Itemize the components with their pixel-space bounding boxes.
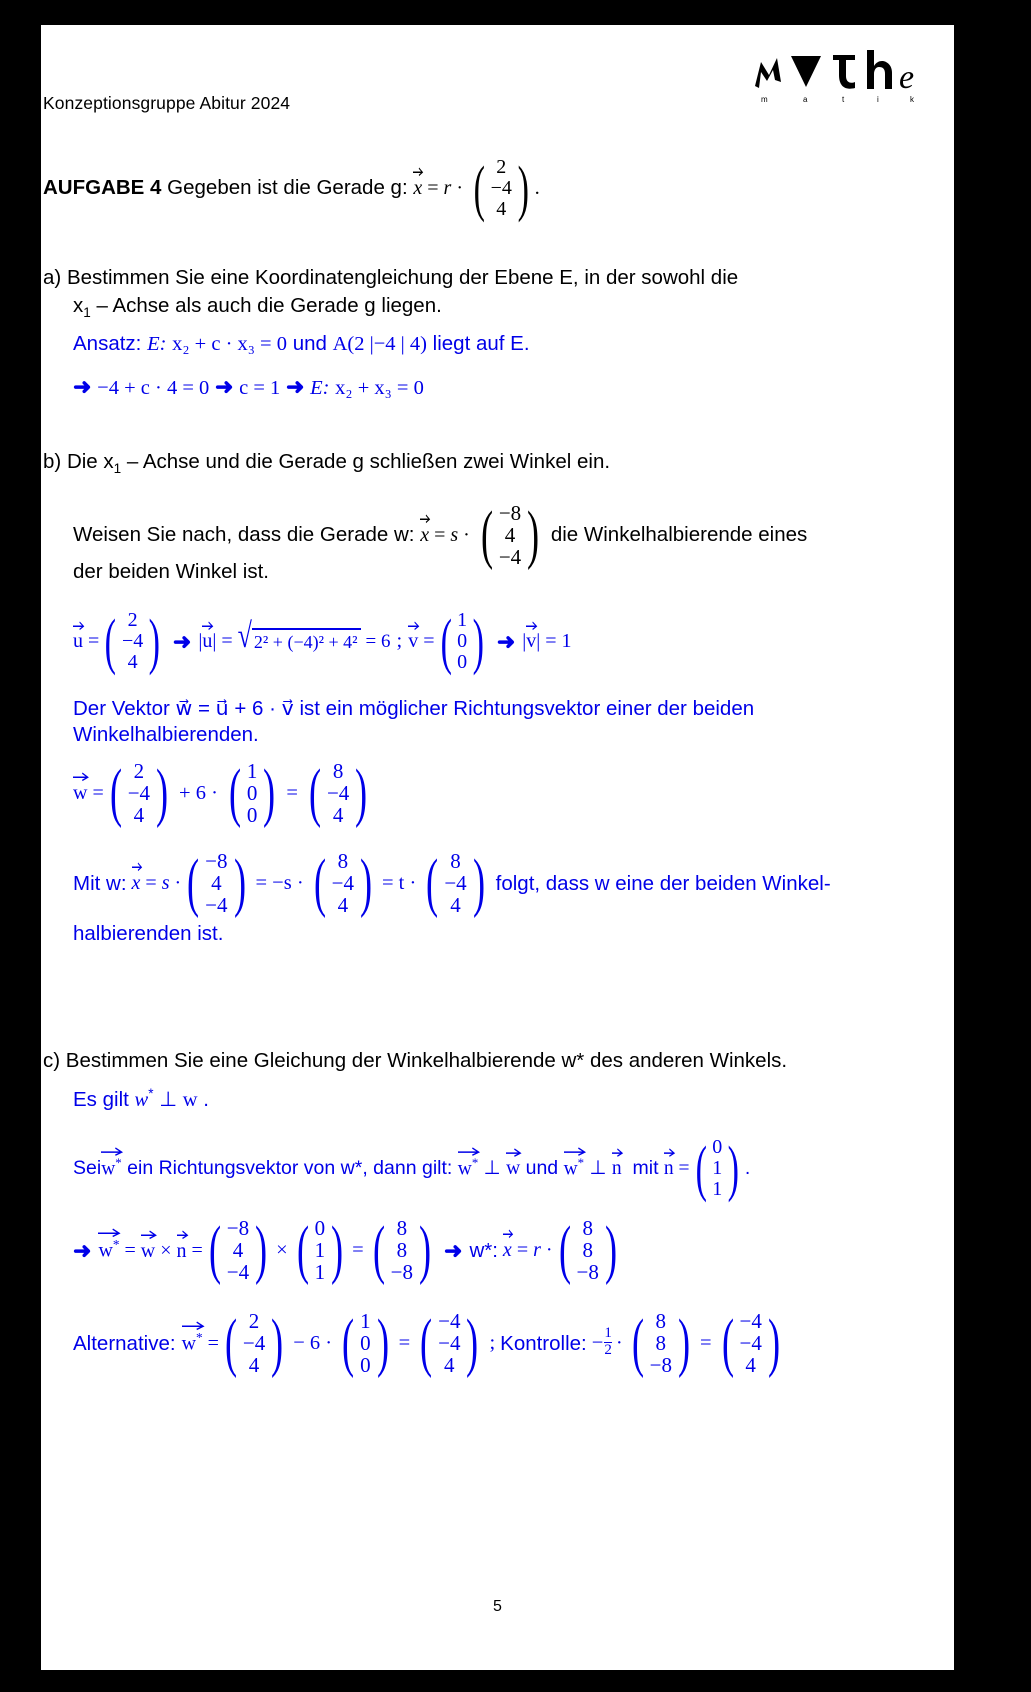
svg-text:i: i: [877, 95, 879, 104]
task-line-equation: x = r ·: [413, 177, 468, 199]
vector-cross-result: ( 8 8 −8 ): [372, 1213, 432, 1287]
vector-w-result: ( 8 −4 4 ): [308, 756, 368, 830]
part-b-solution-row4-tail: halbierenden ist.: [73, 922, 224, 945]
part-b-vector-w: ( −8 4 −4 ): [480, 498, 540, 572]
part-b-line-w-equation: x = s ·: [420, 524, 475, 546]
part-b-solution-row1: u = ( 2 −4 4 ) ➜ | u| = √ 2² + (−4)² + 4² = 6 ; v = ( 1 0 0 ) ➜ | v| = 1: [73, 607, 572, 676]
page-number: 5: [493, 1598, 502, 1615]
vector-alt-a: ( 2 −4 4 ): [224, 1306, 284, 1380]
part-b-solution-text1: Der Vektor w⃗ = u⃗ + 6 · v⃗ ist ein möglicher Richtungsvektor einer der beiden: [73, 697, 755, 720]
part-c-marker: c): [43, 1049, 61, 1072]
vector-w-t: ( 8 −4 4 ): [426, 846, 485, 920]
arrow-icon: ➜: [496, 628, 516, 654]
svg-text:e: e: [899, 59, 915, 96]
vector-w-star: ( 8 8 −8 ): [558, 1213, 617, 1287]
part-c-solution-line1: Es gilt w* ⊥ w .: [73, 1086, 209, 1111]
part-b-solution-text2: Winkelhalbierenden.: [73, 723, 259, 746]
part-b-solution-row3: w = ( 2 −4 4 ) + 6 · ( 1 0 0 ) = ( 8 −4 4 ): [73, 760, 963, 826]
svg-text:k: k: [910, 95, 914, 104]
vector-cross-b: ( 0 1 1 ): [296, 1213, 344, 1287]
task-direction-vector: ( 2 −4 4 ): [473, 154, 529, 223]
sqrt-expression: √ 2² + (−4)² + 4²: [238, 628, 361, 655]
task-intro: Gegeben ist die Gerade g:: [167, 175, 408, 199]
task-label: AUFGABE 4: [43, 175, 162, 199]
part-c-prompt: c) Bestimmen Sie eine Gleichung der Winkelhalbierende w* des anderen Winkels.: [43, 1049, 788, 1072]
part-a-prompt: [43, 264, 933, 291]
arrow-icon: ➜: [214, 374, 234, 399]
part-c-solution-line2: Sei w* ein Richtungsvektor von w*, dann gilt: w* ⊥ w und w* ⊥ n mit n = ( 0 1 1 ) .: [73, 1134, 751, 1203]
task-heading: AUFGABE 4 Gegeben ist die Gerade g: x = r · ( 2 −4 4 ) .: [43, 154, 540, 223]
vector-cross-a: ( −8 4 −4 ): [208, 1213, 268, 1287]
vector-n: ( 0 1 1 ): [695, 1134, 740, 1203]
vector-v: ( 1 0 0 ): [440, 607, 485, 676]
document-page: [41, 25, 954, 1670]
part-b-prompt-line3: der beiden Winkel ist.: [73, 560, 269, 583]
svg-text:t: t: [842, 95, 845, 104]
part-a-marker: a): [43, 266, 62, 289]
part-c-solution-line4: Alternative: w* = ( 2 −4 4 ) − 6 · ( 1 0 0 ) = ( −4 −4 4 ) ; Kontrolle: − $\frac{1}{2}$ · ( 8 8 −8 ) = ( −4 −4 4 ): [73, 1310, 973, 1376]
vector-alt-b: ( 1 0 0 ): [342, 1306, 389, 1380]
document-header-text: Konzeptionsgruppe Abitur 2024: [43, 93, 291, 113]
mathe-logo: [747, 42, 937, 108]
part-a-prompt-line2: $x_1$ – Achse als auch die Gerade g liegen.: [73, 294, 442, 321]
part-b-marker: b): [43, 450, 62, 473]
fraction-one-half: $\frac{1}{2}$: [604, 1324, 612, 1358]
svg-text:a: a: [803, 95, 808, 104]
vector-w-term1: ( 2 −4 4 ): [109, 756, 169, 830]
vector-check-result: ( −4 −4 4 ): [721, 1306, 780, 1380]
vector-w-term2: ( 1 0 0 ): [228, 756, 276, 830]
part-a-solution-line2: ➜ −4 + c · 4 = 0 ➜ c = 1 ➜ E: x₂ + x₃ = 0: [73, 374, 424, 399]
arrow-icon: ➜: [73, 374, 92, 399]
arrow-icon: ➜: [444, 1237, 463, 1263]
vector-u: ( 2 −4 4 ): [104, 607, 161, 676]
vector-w-neg: ( 8 −4 4 ): [313, 846, 373, 920]
part-b-prompt-line1: b) Die $x_1$ – Achse und die Gerade g schließen zwei Winkel ein.: [43, 450, 611, 477]
svg-text:m: m: [761, 95, 768, 104]
arrow-icon: ➜: [73, 1237, 92, 1263]
vector-w-dir: ( −8 4 −4 ): [187, 846, 246, 920]
part-b-solution-row4: Mit w: x = s · ( −8 4 −4 ) = −s · ( 8 −4 4 ) = t · ( 8 −4 4 ) folgt, dass w eine der beiden Winkel-: [73, 846, 831, 920]
part-a-prompt-line1: Bestimmen Sie eine Koordinatengleichung der Ebene E, in der sowohl die: [66, 266, 739, 289]
arrow-icon: ➜: [285, 374, 305, 399]
vector-check-a: ( 8 8 −8 ): [631, 1306, 691, 1380]
part-c-solution-line3: ➜ w* = w × n = ( −8 4 −4 ) × ( 0 1 1 ) = ( 8 8 −8 ) ➜ w*: x = r · ( 8 8 −8 ): [73, 1217, 973, 1283]
vector-alt-result: ( −4 −4 4 ): [420, 1306, 479, 1380]
arrow-icon: ➜: [172, 628, 192, 654]
part-b-prompt-line2: Weisen Sie nach, dass die Gerade w: x = s · ( −8 4 −4 ) die Winkelhalbierende eines: [73, 498, 808, 572]
part-a-solution-line1: Ansatz: E: x₂ + c · x₃ = 0 und A(2 |−4 | 4) liegt auf E.: [73, 332, 530, 355]
